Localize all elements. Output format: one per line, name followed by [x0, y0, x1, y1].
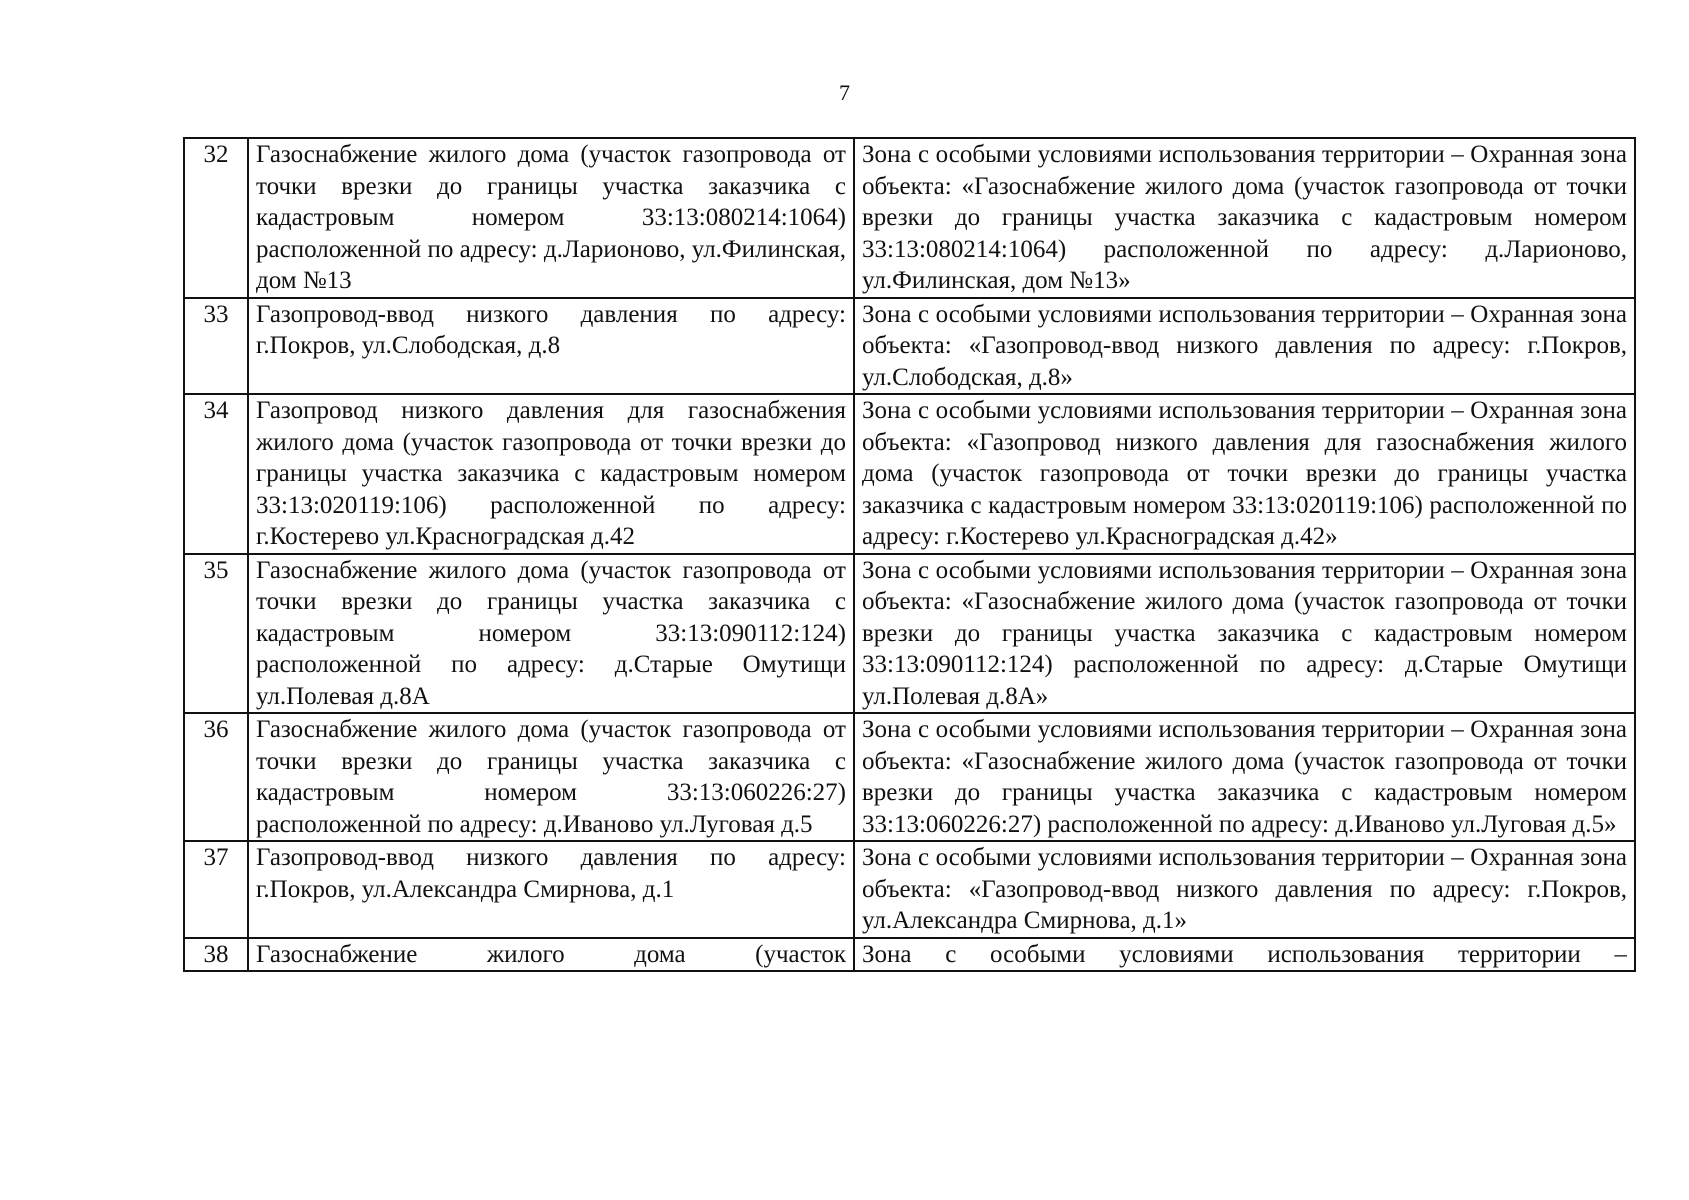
row-number: 33: [184, 298, 248, 395]
zone-description-text: Зона с особыми условиями использования территории –: [862, 940, 1627, 968]
table-row: [184, 713, 1635, 841]
row-number: 37: [184, 841, 248, 938]
object-description: Газоснабжение жилого дома (участок газопровода от точки врезки до границы участка заказчика с кадастровым номером 33:13:060226:27) расположенной по адресу: д.Иваново ул.Луговая д.5: [248, 713, 854, 841]
row-number: 34: [184, 394, 248, 554]
object-description: [248, 938, 854, 972]
zone-description: Зона с особыми условиями использования территории – Охранная зона объекта: «Газопровод-ввод низкого давления по адресу: г.Покров, ул.Слободская, д.8»: [854, 298, 1635, 395]
row-number: 36: [184, 713, 248, 841]
zone-description: Зона с особыми условиями использования территории – Охранная зона объекта: «Газопровод низкого давления для газоснабжения жилого дома (участок газопровода от точки врезки до границы участка заказчика с кадастровым номером 33:13:020119:106) расположенной по адресу: г.Костерево ул.Красноградская д.42»: [854, 394, 1635, 554]
zone-description: Зона с особыми условиями использования территории – Охранная зона объекта: «Газопровод-ввод низкого давления по адресу: г.Покров, ул.Александра Смирнова, д.1»: [854, 841, 1635, 938]
table-row: [184, 554, 1635, 714]
object-description: Газоснабжение жилого дома (участок газопровода от точки врезки до границы участка заказчика с кадастровым номером 33:13:090112:124) расположенной по адресу: д.Старые Омутищи ул.Полевая д.8А: [248, 554, 854, 714]
table-row: [184, 394, 1635, 554]
zone-description: Зона с особыми условиями использования территории – Охранная зона объекта: «Газоснабжение жилого дома (участок газопровода от точки врезки до границы участка заказчика с кадастровым номером 33:13:080214:1064) расположенной по адресу: д.Ларионово, ул.Филинская, дом №13»: [854, 138, 1635, 298]
table-row: [184, 138, 1635, 298]
object-description: Газопровод-ввод низкого давления по адресу: г.Покров, ул.Слободская, д.8: [248, 298, 854, 395]
row-number: 32: [184, 138, 248, 298]
page-number: 7: [839, 80, 850, 105]
zone-description: Зона с особыми условиями использования территории – Охранная зона объекта: «Газоснабжение жилого дома (участок газопровода от точки врезки до границы участка заказчика с кадастровым номером 33:13:090112:124) расположенной по адресу: д.Старые Омутищи ул.Полевая д.8А»: [854, 554, 1635, 714]
table-row: [184, 298, 1635, 395]
row-number: 38: [184, 938, 248, 972]
object-description: Газопровод низкого давления для газоснабжения жилого дома (участок газопровода от точки врезки до границы участка заказчика с кадастровым номером 33:13:020119:106) расположенной по адресу: г.Костерево ул.Красноградская д.42: [248, 394, 854, 554]
object-description: Газопровод-ввод низкого давления по адресу: г.Покров, ул.Александра Смирнова, д.1: [248, 841, 854, 938]
zone-description: [854, 938, 1635, 972]
zones-table: [183, 137, 1636, 972]
row-number: 35: [184, 554, 248, 714]
zone-description: Зона с особыми условиями использования территории – Охранная зона объекта: «Газоснабжение жилого дома (участок газопровода от точки врезки до границы участка заказчика с кадастровым номером 33:13:060226:27) расположенной по адресу: д.Иваново ул.Луговая д.5»: [854, 713, 1635, 841]
object-description: Газоснабжение жилого дома (участок газопровода от точки врезки до границы участка заказчика с кадастровым номером 33:13:080214:1064) расположенной по адресу: д.Ларионово, ул.Филинская, дом №13: [248, 138, 854, 298]
object-description-text: Газоснабжение жилого дома (участок: [256, 940, 846, 968]
table-row: [184, 841, 1635, 938]
table-row: [184, 938, 1635, 972]
